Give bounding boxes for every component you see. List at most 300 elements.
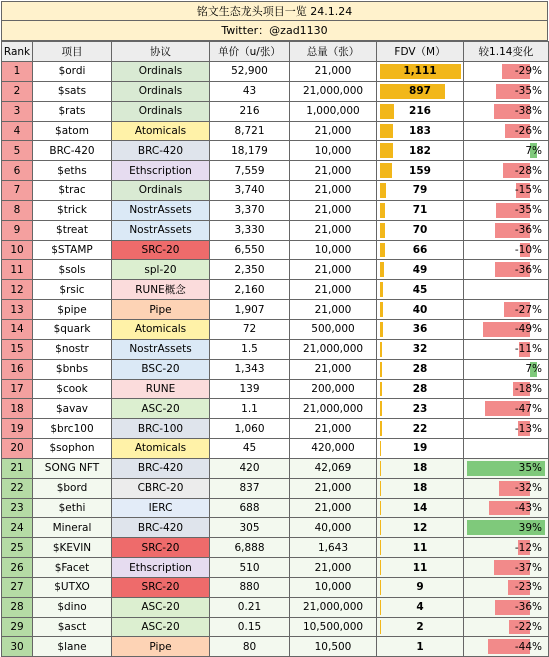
fdv-cell (377, 419, 464, 439)
protocol-cell: CBRC-20 (112, 478, 210, 498)
price-cell: 8,721 (210, 121, 290, 141)
rank-cell: 2 (2, 81, 33, 101)
change-value: -23% (515, 581, 548, 593)
change-cell (464, 240, 549, 260)
change-value: -38% (515, 105, 548, 117)
supply-cell: 21,000,000 (290, 81, 377, 101)
table-row[interactable] (2, 478, 549, 498)
protocol-cell: SRC-20 (112, 577, 210, 597)
price-cell: 1.5 (210, 339, 290, 359)
table-row[interactable] (2, 300, 549, 320)
price-cell: 18,179 (210, 141, 290, 161)
change-cell (464, 419, 549, 439)
project-cell: $STAMP (33, 240, 112, 260)
change-value: -44% (515, 641, 548, 653)
protocol-cell: ASC-20 (112, 617, 210, 637)
change-cell (464, 300, 549, 320)
supply-cell: 21,000 (290, 62, 377, 82)
header-fdv[interactable]: FDV（M） (377, 42, 464, 62)
inscription-ranking-sheet (1, 1, 548, 609)
fdv-value: 1,111 (377, 65, 463, 77)
fdv-value: 897 (377, 85, 463, 97)
project-cell: $bnbs (33, 359, 112, 379)
fdv-value: 159 (377, 165, 463, 177)
fdv-cell (377, 161, 464, 181)
protocol-cell: Atomicals (112, 319, 210, 339)
table-row[interactable] (2, 121, 549, 141)
protocol-cell: ASC-20 (112, 399, 210, 419)
supply-cell: 21,000 (290, 359, 377, 379)
rank-cell: 19 (2, 419, 33, 439)
header-price[interactable]: 单价（u/张） (210, 42, 290, 62)
fdv-value: 28 (377, 363, 463, 375)
change-cell (464, 161, 549, 181)
price-cell: 2,350 (210, 260, 290, 280)
rank-cell: 27 (2, 577, 33, 597)
change-cell (464, 577, 549, 597)
supply-cell: 21,000,000 (290, 399, 377, 419)
project-cell: $sols (33, 260, 112, 280)
fdv-value: 45 (377, 284, 463, 296)
change-cell (464, 637, 549, 657)
table-row[interactable] (2, 141, 549, 161)
rank-cell: 14 (2, 319, 33, 339)
rank-cell: 5 (2, 141, 33, 161)
table-row[interactable] (2, 439, 549, 459)
fdv-cell (377, 260, 464, 280)
change-value: -10% (515, 244, 548, 256)
rank-cell: 24 (2, 518, 33, 538)
price-cell: 139 (210, 379, 290, 399)
project-cell: SONG NFT (33, 458, 112, 478)
change-cell (464, 319, 549, 339)
project-cell: BRC-420 (33, 141, 112, 161)
project-cell: $quark (33, 319, 112, 339)
project-cell: $dino (33, 597, 112, 617)
protocol-cell: Ordinals (112, 62, 210, 82)
price-cell: 1,907 (210, 300, 290, 320)
price-cell: 0.15 (210, 617, 290, 637)
protocol-cell: Ordinals (112, 101, 210, 121)
change-value: -32% (515, 482, 548, 494)
supply-cell: 42,069 (290, 458, 377, 478)
change-value: -37% (515, 562, 548, 574)
table-row[interactable] (2, 62, 549, 82)
fdv-cell (377, 518, 464, 538)
change-value: -22% (515, 621, 548, 633)
change-cell (464, 458, 549, 478)
project-cell: $asct (33, 617, 112, 637)
supply-cell: 10,000 (290, 240, 377, 260)
price-cell: 6,888 (210, 538, 290, 558)
change-cell (464, 399, 549, 419)
supply-cell: 21,000 (290, 121, 377, 141)
price-cell: 80 (210, 637, 290, 657)
fdv-cell (377, 637, 464, 657)
table-row[interactable] (2, 419, 549, 439)
fdv-value: 182 (377, 145, 463, 157)
fdv-value: 9 (377, 581, 463, 593)
price-cell: 43 (210, 81, 290, 101)
fdv-value: 28 (377, 383, 463, 395)
fdv-cell (377, 300, 464, 320)
project-cell: $trick (33, 200, 112, 220)
price-cell: 837 (210, 478, 290, 498)
table-row[interactable] (2, 558, 549, 578)
supply-cell: 420,000 (290, 439, 377, 459)
table-row[interactable] (2, 617, 549, 637)
price-cell: 510 (210, 558, 290, 578)
change-value: -27% (515, 304, 548, 316)
project-cell: $avav (33, 399, 112, 419)
price-cell: 52,900 (210, 62, 290, 82)
protocol-cell: ASC-20 (112, 597, 210, 617)
table-row[interactable] (2, 379, 549, 399)
fdv-value: 40 (377, 304, 463, 316)
protocol-cell: SRC-20 (112, 240, 210, 260)
fdv-cell (377, 399, 464, 419)
price-cell: 880 (210, 577, 290, 597)
change-value: -36% (515, 224, 548, 236)
change-cell (464, 121, 549, 141)
table-row[interactable] (2, 518, 549, 538)
change-value: 35% (519, 462, 548, 474)
supply-cell: 21,000,000 (290, 339, 377, 359)
rank-cell: 25 (2, 538, 33, 558)
price-cell: 0.21 (210, 597, 290, 617)
fdv-value: 79 (377, 184, 463, 196)
project-cell: $rsic (33, 280, 112, 300)
change-value: -26% (515, 125, 548, 137)
project-cell: $eths (33, 161, 112, 181)
fdv-value: 1 (377, 641, 463, 653)
rank-cell: 26 (2, 558, 33, 578)
header-change[interactable]: 较1.14变化 (464, 42, 549, 62)
change-cell (464, 62, 549, 82)
change-value: -35% (515, 85, 548, 97)
project-cell: $pipe (33, 300, 112, 320)
fdv-cell (377, 319, 464, 339)
change-cell (464, 379, 549, 399)
change-cell (464, 280, 549, 300)
table-row[interactable] (2, 240, 549, 260)
rank-cell: 21 (2, 458, 33, 478)
change-cell (464, 181, 549, 201)
fdv-cell (377, 478, 464, 498)
supply-cell: 21,000 (290, 558, 377, 578)
project-cell: $rats (33, 101, 112, 121)
project-cell: $ethi (33, 498, 112, 518)
table-row[interactable] (2, 498, 549, 518)
price-cell: 216 (210, 101, 290, 121)
header-rank[interactable]: Rank (2, 42, 33, 62)
rank-cell: 22 (2, 478, 33, 498)
supply-cell: 1,000,000 (290, 101, 377, 121)
fdv-cell (377, 62, 464, 82)
change-cell (464, 101, 549, 121)
protocol-cell: Ordinals (112, 81, 210, 101)
price-cell: 1.1 (210, 399, 290, 419)
fdv-value: 14 (377, 502, 463, 514)
rank-cell: 15 (2, 339, 33, 359)
fdv-value: 66 (377, 244, 463, 256)
protocol-cell: BRC-420 (112, 458, 210, 478)
protocol-cell: Ordinals (112, 181, 210, 201)
fdv-cell (377, 240, 464, 260)
fdv-cell (377, 359, 464, 379)
protocol-cell: Pipe (112, 637, 210, 657)
change-value: -15% (515, 184, 548, 196)
protocol-cell: Atomicals (112, 439, 210, 459)
supply-cell: 21,000 (290, 161, 377, 181)
change-cell (464, 518, 549, 538)
change-value (542, 284, 548, 296)
fdv-cell (377, 121, 464, 141)
change-value: 7% (525, 363, 548, 375)
rank-cell: 3 (2, 101, 33, 121)
fdv-value: 12 (377, 522, 463, 534)
fdv-value: 19 (377, 442, 463, 454)
price-cell: 3,330 (210, 220, 290, 240)
price-cell: 45 (210, 439, 290, 459)
table-row[interactable] (2, 101, 549, 121)
table-row[interactable] (2, 597, 549, 617)
supply-cell: 10,000 (290, 141, 377, 161)
protocol-cell: SRC-20 (112, 538, 210, 558)
fdv-value: 4 (377, 601, 463, 613)
fdv-cell (377, 280, 464, 300)
rank-cell: 8 (2, 200, 33, 220)
protocol-cell: BRC-420 (112, 141, 210, 161)
fdv-value: 18 (377, 462, 463, 474)
price-cell: 2,160 (210, 280, 290, 300)
supply-cell: 40,000 (290, 518, 377, 538)
rank-cell: 29 (2, 617, 33, 637)
table-row[interactable] (2, 161, 549, 181)
supply-cell: 21,000 (290, 478, 377, 498)
project-cell: $sophon (33, 439, 112, 459)
change-cell (464, 498, 549, 518)
change-value: -12% (515, 542, 548, 554)
sheet-subtitle: Twitter：@zad1130 (1, 21, 548, 41)
supply-cell: 200,000 (290, 379, 377, 399)
project-cell: $lane (33, 637, 112, 657)
project-cell: $sats (33, 81, 112, 101)
price-cell: 420 (210, 458, 290, 478)
fdv-cell (377, 101, 464, 121)
fdv-value: 11 (377, 562, 463, 574)
change-value: -11% (515, 343, 548, 355)
table-row[interactable] (2, 399, 549, 419)
change-value: -35% (515, 204, 548, 216)
rank-cell: 20 (2, 439, 33, 459)
fdv-value: 49 (377, 264, 463, 276)
fdv-cell (377, 617, 464, 637)
fdv-cell (377, 439, 464, 459)
project-cell: Mineral (33, 518, 112, 538)
table-row[interactable] (2, 359, 549, 379)
supply-cell: 10,500,000 (290, 617, 377, 637)
fdv-cell (377, 379, 464, 399)
table-row[interactable] (2, 339, 549, 359)
table-row[interactable] (2, 458, 549, 478)
rank-cell: 17 (2, 379, 33, 399)
rank-cell: 16 (2, 359, 33, 379)
fdv-cell (377, 498, 464, 518)
fdv-value: 216 (377, 105, 463, 117)
table-row[interactable] (2, 538, 549, 558)
project-cell: $bord (33, 478, 112, 498)
table-row[interactable] (2, 319, 549, 339)
fdv-cell (377, 597, 464, 617)
header-protocol[interactable]: 协议 (112, 42, 210, 62)
price-cell: 1,343 (210, 359, 290, 379)
change-cell (464, 359, 549, 379)
change-cell (464, 200, 549, 220)
change-value: -47% (515, 403, 548, 415)
protocol-cell: Ethscription (112, 161, 210, 181)
protocol-cell: RUNE (112, 379, 210, 399)
change-cell (464, 478, 549, 498)
protocol-cell: IERC (112, 498, 210, 518)
project-cell: $trac (33, 181, 112, 201)
fdv-value: 2 (377, 621, 463, 633)
fdv-cell (377, 577, 464, 597)
protocol-cell: spl-20 (112, 260, 210, 280)
rank-cell: 23 (2, 498, 33, 518)
rank-cell: 4 (2, 121, 33, 141)
change-value: -18% (515, 383, 548, 395)
change-value: -49% (515, 323, 548, 335)
fdv-cell (377, 200, 464, 220)
fdv-cell (377, 558, 464, 578)
rank-cell: 7 (2, 181, 33, 201)
fdv-value: 22 (377, 423, 463, 435)
supply-cell: 21,000 (290, 300, 377, 320)
rank-cell: 28 (2, 597, 33, 617)
protocol-cell: Atomicals (112, 121, 210, 141)
header-project[interactable]: 项目 (33, 42, 112, 62)
header-row (2, 42, 549, 62)
price-cell: 72 (210, 319, 290, 339)
supply-cell: 21,000 (290, 498, 377, 518)
fdv-value: 36 (377, 323, 463, 335)
fdv-cell (377, 141, 464, 161)
table-row[interactable] (2, 181, 549, 201)
project-cell: $nostr (33, 339, 112, 359)
price-cell: 1,060 (210, 419, 290, 439)
fdv-cell (377, 181, 464, 201)
supply-cell: 21,000 (290, 220, 377, 240)
project-cell: $cook (33, 379, 112, 399)
rank-cell: 12 (2, 280, 33, 300)
price-cell: 7,559 (210, 161, 290, 181)
sheet-title: 铭文生态龙头项目一览 24.1.24 (1, 1, 548, 21)
table-row[interactable] (2, 260, 549, 280)
fdv-value: 183 (377, 125, 463, 137)
rank-cell: 1 (2, 62, 33, 82)
project-cell: $Facet (33, 558, 112, 578)
change-cell (464, 558, 549, 578)
rank-cell: 13 (2, 300, 33, 320)
supply-cell: 21,000 (290, 200, 377, 220)
project-cell: $treat (33, 220, 112, 240)
ranking-table (1, 41, 549, 657)
project-cell: $KEVIN (33, 538, 112, 558)
change-value: -43% (515, 502, 548, 514)
project-cell: $brc100 (33, 419, 112, 439)
fdv-value: 32 (377, 343, 463, 355)
protocol-cell: Pipe (112, 300, 210, 320)
rank-cell: 11 (2, 260, 33, 280)
change-value: 39% (519, 522, 548, 534)
price-cell: 6,550 (210, 240, 290, 260)
change-cell (464, 439, 549, 459)
supply-cell: 10,000 (290, 577, 377, 597)
protocol-cell: RUNE概念 (112, 280, 210, 300)
table-row[interactable] (2, 220, 549, 240)
supply-cell: 21,000 (290, 260, 377, 280)
change-value: -36% (515, 601, 548, 613)
project-cell: $atom (33, 121, 112, 141)
rank-cell: 10 (2, 240, 33, 260)
protocol-cell: NostrAssets (112, 220, 210, 240)
price-cell: 688 (210, 498, 290, 518)
protocol-cell: NostrAssets (112, 200, 210, 220)
project-cell: $ordi (33, 62, 112, 82)
change-cell (464, 220, 549, 240)
protocol-cell: NostrAssets (112, 339, 210, 359)
fdv-value: 70 (377, 224, 463, 236)
fdv-cell (377, 339, 464, 359)
table-row[interactable] (2, 280, 549, 300)
table-row[interactable] (2, 200, 549, 220)
change-value: -13% (515, 423, 548, 435)
change-cell (464, 141, 549, 161)
price-cell: 305 (210, 518, 290, 538)
table-row[interactable] (2, 81, 549, 101)
table-row[interactable] (2, 637, 549, 657)
header-supply[interactable]: 总量（张） (290, 42, 377, 62)
supply-cell: 21,000 (290, 181, 377, 201)
table-row[interactable] (2, 577, 549, 597)
fdv-value: 18 (377, 482, 463, 494)
change-value: -36% (515, 264, 548, 276)
change-cell (464, 597, 549, 617)
supply-cell: 21,000 (290, 419, 377, 439)
rank-cell: 6 (2, 161, 33, 181)
change-value: -28% (515, 165, 548, 177)
protocol-cell: BRC-420 (112, 518, 210, 538)
fdv-cell (377, 81, 464, 101)
change-value: -29% (515, 65, 548, 77)
rank-cell: 30 (2, 637, 33, 657)
protocol-cell: Ethscription (112, 558, 210, 578)
price-cell: 3,370 (210, 200, 290, 220)
fdv-value: 11 (377, 542, 463, 554)
supply-cell: 10,500 (290, 637, 377, 657)
rank-cell: 18 (2, 399, 33, 419)
change-cell (464, 260, 549, 280)
fdv-cell (377, 538, 464, 558)
fdv-value: 23 (377, 403, 463, 415)
protocol-cell: BSC-20 (112, 359, 210, 379)
supply-cell: 1,643 (290, 538, 377, 558)
change-cell (464, 538, 549, 558)
project-cell: $UTXO (33, 577, 112, 597)
fdv-cell (377, 220, 464, 240)
table-body (2, 62, 549, 657)
